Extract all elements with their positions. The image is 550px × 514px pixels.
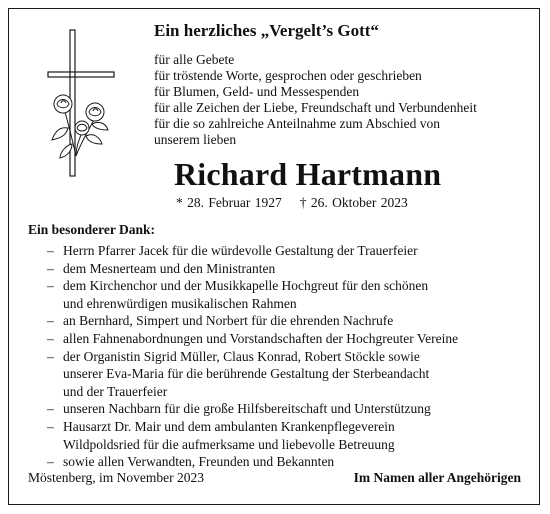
gratitude-line: unserem lieben: [154, 132, 237, 147]
thanks-item-text: Herrn Pfarrer Jacek für die würdevolle Gestaltung der Trauerfeier: [63, 243, 418, 258]
gratitude-list: [154, 52, 477, 148]
signature: Im Namen aller Angehörigen: [353, 470, 521, 485]
dash-bullet: –: [47, 260, 54, 276]
dash-bullet: –: [47, 330, 54, 346]
thanks-item-continuation: Wildpoldsried für die aufmerksame und liebevolle Betreuung: [63, 436, 395, 452]
thanks-item-text: an Bernhard, Simpert und Norbert für die ehrenden Nachrufe: [63, 313, 394, 329]
dash-bullet: –: [47, 418, 54, 434]
thanks-item-continuation: und der Trauerfeier: [63, 383, 168, 399]
thanks-item-text: Hausarzt Dr. Mair und dem ambulanten Krankenpflegeverein: [63, 418, 395, 434]
place-date: Möstenberg, im November 2023: [28, 470, 204, 485]
death-date: † 26. Oktober 2023: [299, 195, 408, 210]
thanks-item-continuation: unserer Eva-Maria für die berührende Gestaltung der Sterbeandacht: [63, 366, 430, 382]
thanks-item-text: dem Kirchenchor und der Musikkapelle Hochgreut für den schönen: [63, 278, 429, 294]
thanks-item-text: dem Mesnerteam und den Ministranten: [63, 260, 276, 276]
thanks-item: [47, 453, 527, 471]
thanks-item: [47, 242, 527, 260]
dash-bullet: –: [47, 243, 54, 258]
dash-bullet: –: [47, 313, 54, 329]
thanks-item: [47, 330, 527, 348]
thanks-item-text: unseren Nachbarn für die große Hilfsbereitschaft und Unterstützung: [63, 401, 431, 417]
dash-bullet: –: [47, 278, 54, 294]
thanks-item-text: allen Fahnenabordnungen und Vorstandschaften der Hochgreuter Vereine: [63, 330, 459, 346]
gratitude-line: für alle Zeichen der Liebe, Freundschaft und Verbundenheit: [154, 100, 477, 115]
thanks-list: [47, 242, 527, 471]
thanks-item-text: der Organistin Sigrid Müller, Claus Konrad, Robert Stöckle sowie: [63, 348, 420, 364]
dash-bullet: –: [47, 348, 54, 364]
deceased-name: Richard Hartmann: [174, 156, 442, 192]
thanks-item-text: sowie allen Verwandten, Freunden und Bekannten: [63, 454, 335, 470]
cross-with-roses-icon: [46, 28, 118, 178]
thanks-item: [47, 260, 527, 278]
gratitude-line: für Blumen, Geld- und Messespenden: [154, 84, 360, 99]
thanks-item: [47, 400, 527, 418]
dash-bullet: –: [47, 401, 54, 417]
gratitude-line: für tröstende Worte, gesprochen oder geschrieben: [154, 68, 422, 83]
thanks-title: Ein besonderer Dank:: [28, 222, 156, 237]
gratitude-line: für die so zahlreiche Anteilnahme zum Abschied von: [154, 116, 441, 131]
thanks-item-continuation: und ehrenwürdigen musikalischen Rahmen: [63, 295, 297, 311]
thanks-item: [47, 277, 527, 295]
thanks-item: [47, 312, 527, 330]
gratitude-line: für alle Gebete: [154, 52, 235, 67]
thanks-item: [47, 418, 527, 436]
dash-bullet: –: [47, 454, 54, 470]
thanks-item: [47, 348, 527, 366]
heading: Ein herzliches „Vergelt’s Gott“: [154, 21, 379, 40]
birth-date: * 28. Februar 1927: [176, 195, 282, 210]
life-dates: [176, 195, 408, 211]
